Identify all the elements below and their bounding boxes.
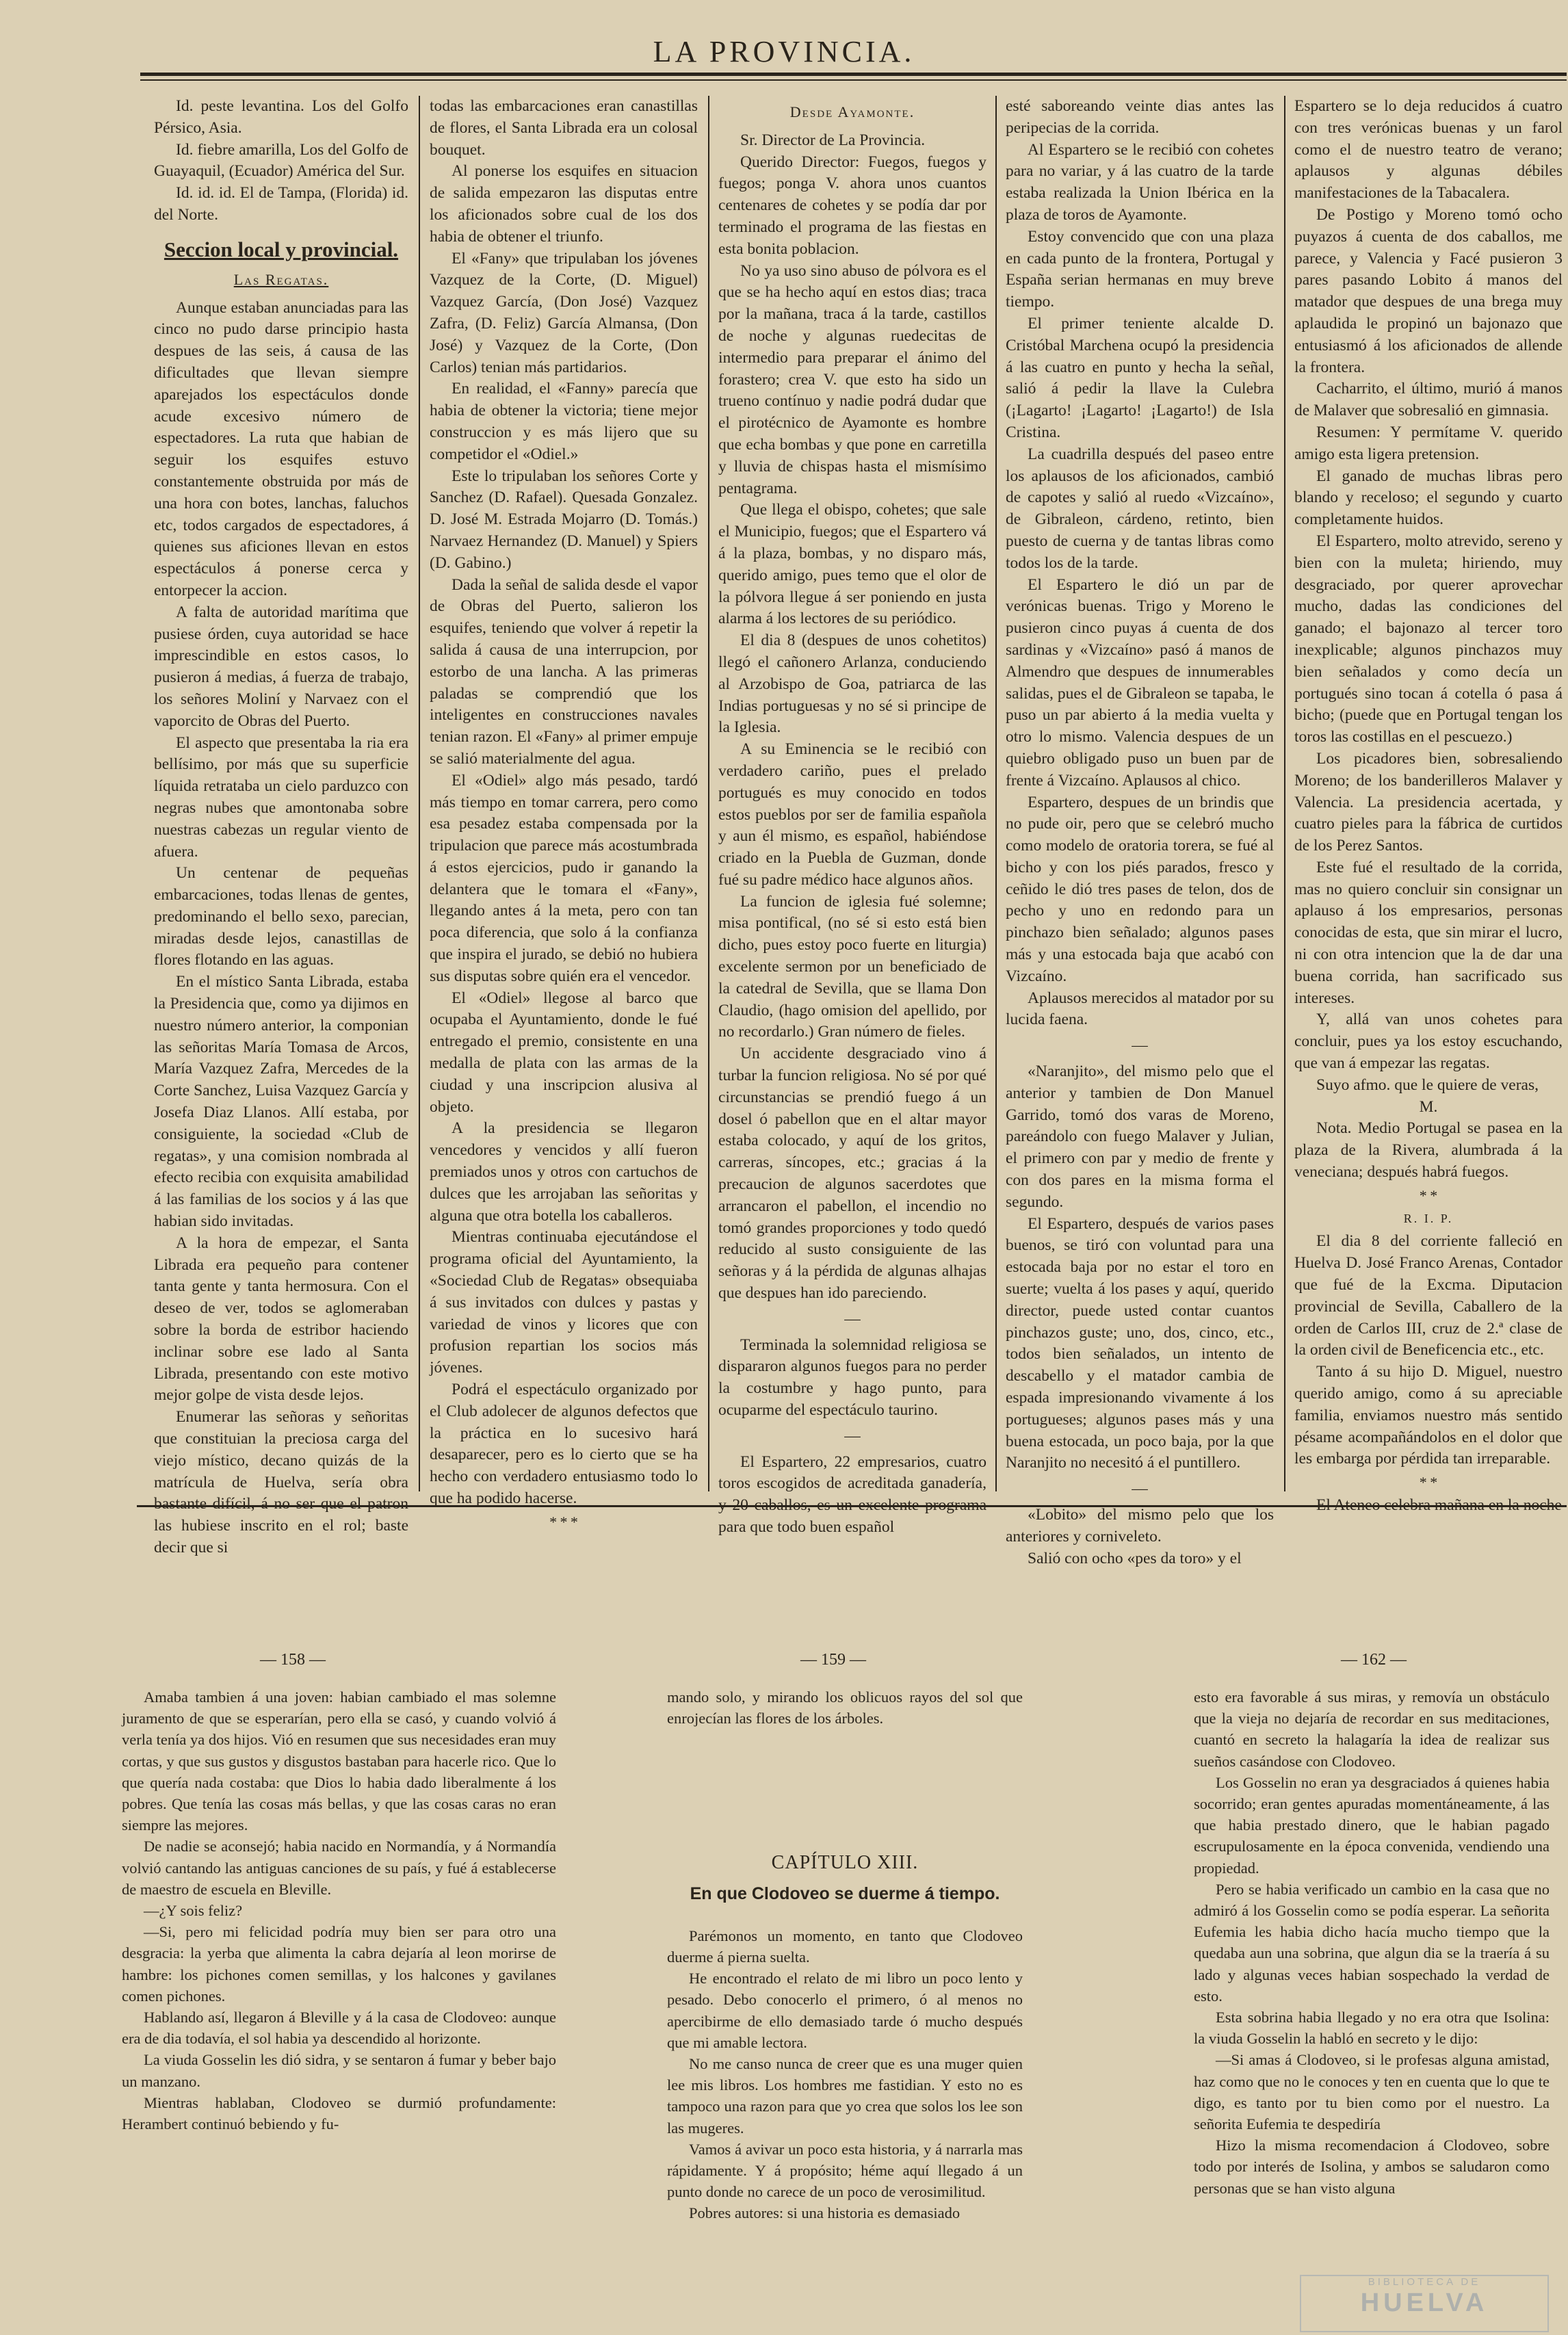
stamp-main-text: HUELVA	[1360, 2288, 1489, 2317]
letter-title: Desde Ayamonte.	[789, 103, 915, 120]
column-5	[1294, 96, 1563, 1514]
paragraph: «Lobito» del mismo pelo que los anteriores y corniveleto.	[1006, 1506, 1274, 1545]
paragraph: En el místico Santa Librada, estaba la Presidencia que, como ya dijimos en nuestro número anterior, la componian las señoritas María Tomasa de Arcos, María Vazquez Zafra, Mercedes de la Corte Sanchez, Luisa Vazquez García y Josefa Diaz Llanos. Allí estaba, por consiguiente, la sociedad «Club de regatas», y una comision nombrada al efecto recibia con exquisita amabilidad á las familias de los socios y á las que habian sido invitadas.	[154, 973, 408, 1231]
paragraph: A la hora de empezar, el Santa Librada era pequeño para contener tanta gente y tanta hermosura. Con el deseo de ver, todos se aglomeraban sobre la borda de estribor haciendo inclinar sobre ese lado al Santa Librada, presentando con este motivo mejor golpe de vista desde lejos.	[154, 1234, 408, 1405]
paragraph: A su Eminencia se le recibió con verdadero cariño, pues el prelado portugués es muy conocido en todos estos pueblos por ser de familia española y aun él mismo, es español, habiéndose criado en la Puebla de Guzman, donde fué su padre médico hace algunos años.	[718, 740, 986, 889]
obituary: Tanto á su hijo D. Miguel, nuestro querido amigo, como á su apreciable familia, enviamos nuestro más sentido pésame acompañándolos en el dolor que les embarga por pérdida tan irreparable.	[1294, 1363, 1563, 1468]
paragraph: Al Espartero se le recibió con cohetes para no variar, y á las cuatro de la tarde estaba realizada la Union Ibérica en la plaza de toros de Ayamonte.	[1006, 140, 1274, 224]
folletin-middle	[667, 1686, 1023, 2302]
note: Nota. Medio Portugal se pasea en la plaza de la Rivera, alumbrada á la veneciana; después habrá fuegos.	[1294, 1119, 1563, 1182]
paragraph: Estoy convencido que con una plaza en cada punto de la frontera, Portugal y España serian hermanas en muy breve tiempo.	[1006, 227, 1274, 311]
column-rule	[419, 96, 420, 1491]
column-1	[154, 96, 408, 1556]
paragraph: He encontrado el relato de mi libro un poco lento y pesado. Debo conocerlo el primero, ó al menos no apercibirme de ello demasiado tarde ó mucho después que mi amable lectora.	[667, 1970, 1023, 2051]
column-2	[430, 96, 698, 1530]
paragraph: Cacharrito, el último, murió á manos de Malaver que sobresalió en gimnasia.	[1294, 380, 1563, 420]
paragraph: Enumerar las señoras y señoritas que constituian la preciosa carga del viejo místico, decano quizás de la matrícula de Huelva, sería obra bastante difícil, á no ser que el patron las hubiese inscrito en el rol; baste decir que si	[154, 1408, 408, 1556]
paragraph: De nadie se aconsejó; habia nacido en Normandía, y á Normandía volvió cantando las antiguas canciones de su país, y fué á establecerse de maestro de escuela en Bleville.	[122, 1838, 556, 1898]
paragraph: Suyo afmo. que le quiere de veras,	[1316, 1075, 1539, 1094]
paragraph: El aspecto que presentaba la ria era bellísimo, por más que su superficie líquida retrataba un cielo parduzco con negras nubes que amontonaba sobre nuestras cabezas un regular viento de afuera.	[154, 733, 408, 861]
paragraph: La viuda Gosselin les dió sidra, y se sentaron á fumar y beber bajo un manzano.	[122, 2051, 556, 2090]
paragraph: —Si amas á Clodoveo, si le profesas alguna amistad, haz como que no le conoces y ten en cuenta que lo que te digo, es tanto por tu bien como por el nuestro. La señorita Eufemia te despediría	[1194, 2051, 1550, 2133]
paragraph: esto era favorable á sus miras, y removía un obstáculo que la vieja no dejaría de recordar en sus meditaciones, cuantó en secreto la halagaría la idea de realizar sus sueños casándose con Clodoveo.	[1194, 1688, 1550, 1770]
paragraph: No ya uso sino abuso de pólvora es el que se ha hecho aquí en estos dias; traca por la mañana, traca á la tarde, castillos de noche y algunas ruedecitas de intermedio para preparar el ánimo del forastero; crea V. que esto ha sido un trueno contínuo y nadie podrá dudar que el pirotécnico de Ayamonte es hombre que echa bombas y que pone en carretilla y lluvia de chispas hasta el mismísimo pentagrama.	[718, 261, 986, 497]
paragraph: Los picadores bien, sobresaliendo Moreno; de los banderilleros Malaver y Valencia. La presidencia acertada, y cuatro pieles para la fábrica de curtidos de los Perez Santos.	[1294, 749, 1563, 855]
paragraph: En realidad, el «Fanny» parecía que habia de obtener la victoria; tiene mejor construccion y es más lijero que su competidor el «Odiel.»	[430, 380, 698, 463]
paragraph: —¿Y sois feliz?	[144, 1902, 243, 1920]
paragraph: Parémonos un momento, en tanto que Clodoveo duerme á pierna suelta.	[667, 1927, 1023, 1966]
article-title: Las Regatas.	[233, 270, 329, 288]
paragraph: Vamos á avivar un poco esta historia, y á narrarla mas rápidamente. Y á propósito; héme aquí llegado á un punto donde no carece de un poco de verosimilitud.	[667, 2140, 1023, 2201]
masthead-title: LA PROVINCIA.	[653, 35, 915, 68]
paragraph: No me canso nunca de creer que es una muger quien lee mis libros. Los hombres me fastidian. Y esto no es tampoco una razon para que yo crea que solos los lee son las mugeres.	[667, 2055, 1023, 2137]
intro-line: Id. peste levantina. Los del Golfo Pérsico, Asia.	[154, 97, 408, 137]
paragraph: Amaba tambien á una joven: habian cambiado el mas solemne juramento de que se esperarían, pero ella se casó, y cuando volvió á verla tenía ya dos hijos. Vió en resumen que sus necesidades eran muy cortas, y que sus gustos y disgustos bastaban para hacerle rico. Que lo que quería nada costaba: que Dios lo habia dado liberalmente á los pobres. Que tenía las cosas más bellas, y que las cosas caras no eran siempre las mejores.	[122, 1688, 556, 1834]
column-rule	[1284, 96, 1285, 1491]
paragraph: El ganado de muchas libras pero blando y receloso; el segundo y cuarto completamente huidos.	[1294, 467, 1563, 529]
paragraph: El «Fany» que tripulaban los jóvenes Vazquez de la Corte, (D. Miguel) Vazquez García, (Don José) Vazquez Zafra, (D. Feliz) García Almansa, (Don José) y Vazquez de la Corte, (Don Carlos) tenian más partidarios.	[430, 249, 698, 376]
obituary: El dia 8 del corriente falleció en Huelva D. José Franco Arenas, Contador que fué de la Excma. Diputacion provincial de Sevilla, Caballero de la orden de Carlos III, cruz de 2.ª clase de la orden civil de Beneficencia etc., etc.	[1294, 1232, 1563, 1359]
column-rule	[995, 96, 997, 1491]
intro-line: Id. id. id. El de Tampa, (Florida) id. del Norte.	[154, 184, 408, 224]
paragraph: Dada la señal de salida desde el vapor de Obras del Puerto, salieron los esquifes, teniendo que volver á repetir la salida á causa de una interrupcion, por estorbo de una lancha. A las primeras paladas se comprendió que los inteligentes en construcciones navales tenian razon. El «Fany» al primer empuje se salió materialmente del agua.	[430, 575, 698, 768]
paragraph: Este lo tripulaban los señores Corte y Sanchez (D. Rafael). Quesada Gonzalez. D. José M. Estrada Mojarro (D. Tomás.) Narvaez Hernandez (D. Manuel) y Spiers (D. Gabino.)	[430, 467, 698, 572]
library-watermark-stamp	[1300, 2275, 1549, 2332]
intro-line: Id. fiebre amarilla, Los del Golfo de Guayaquil, (Ecuador) América del Sur.	[154, 140, 408, 181]
masthead-rule-thick	[140, 73, 1567, 76]
paragraph: Pero se habia verificado un cambio en la casa que no admiró á los Gosselin como se podía esperar. La señorita Eufemia les habia dicho hacía mucho tiempo que la quedaba aun una sobrina, que algun dia se la traería á su lado y algunas veces habian sospechado la verdad de esto.	[1194, 1880, 1550, 2005]
paragraph: Terminada la solemnidad religiosa se dispararon algunos fuegos para no perder la costumbre y hago punto, para ocuparme del espectáculo taurino.	[718, 1335, 986, 1420]
paragraph: El primer teniente alcalde D. Cristóbal Marchena ocupó la presidencia á las cuatro en punto y hecha la señal, salió á pedir la llave la Culebra (¡Lagarto! ¡Lagarto! ¡Lagarto!) de Isla Cristina.	[1006, 314, 1274, 441]
paragraph: La cuadrilla después del paseo entre los aplausos de los aficionados, cambió de capotes y salió al ruedo «Vizcaíno», de Gibraleon, cárdeno, retinto, bien puesto de cuerna y de tantas libras como todos los de la tarde.	[1006, 445, 1274, 572]
paragraph: Salió con ocho «pes da toro» y el	[1028, 1549, 1242, 1567]
rip-label: R. I. P.	[1403, 1211, 1454, 1225]
paragraph: Este fué el resultado de la corrida, mas no quiero concluir sin consignar un aplauso á los empresarios, personas conocidas de esta, que sin mirar el lucro, ni con otra intencion que la de dar una buena corrida, han sacrificado sus intereses.	[1294, 858, 1563, 1007]
paragraph: El «Odiel» llegose al barco que ocupaba el Ayuntamiento, donde le fué entregado el premio, consistente en una medalla de plata con las armas de la ciudad y una inscripcion alusiva al objeto.	[430, 989, 698, 1116]
column-3	[718, 96, 986, 1536]
separator-stars: * *	[1419, 1474, 1438, 1491]
paragraph: Hablando así, llegaron á Bleville y á la casa de Clodoveo: aunque era de dia todavía, el sol habia ya descendido al horizonte.	[122, 2009, 556, 2048]
masthead-rule-thin	[140, 79, 1567, 81]
paragraph: Aplausos merecidos al matador por su lucida faena.	[1006, 989, 1274, 1029]
paragraph: El Espartero le dió un par de verónicas buenas. Trigo y Moreno le pusieron cinco puyas á cuenta de dos sardinas y «Vizcaíno» pasó á manos de Almendro que despues de innumerables salidas, pues el de Gibraleon se tapaba, le puso un par abierto á la media vuelta y otro lo mismo. Valencia despues de un quiebro obligado puso un buen par de frente á Vizcaíno. Aplausos al chico.	[1006, 575, 1274, 790]
separator-dash: —	[1132, 1480, 1148, 1498]
separator-dash: —	[844, 1426, 861, 1445]
paragraph: Al ponerse los esquifes en situacion de salida empezaron las disputas entre los aficionados sobre cual de los dos habia de obtener el triunfo.	[430, 162, 698, 246]
paragraph: El Espartero, 22 empresarios, cuatro toros escogidos de acreditada ganadería, y 20 caballos, es un excelente programa para que todo buen español	[718, 1452, 986, 1536]
page-number-right: — 162 —	[1341, 1651, 1407, 1669]
section-title: Seccion local y provincial.	[164, 237, 399, 261]
paragraph: A falta de autoridad marítima que pusiese órden, cuya autoridad se hace imprescindible en estos casos, lo pusieron á medias, á fuerza de trabajo, los señores Moliní y Narvaez con el vaporcito de Obras del Puerto.	[154, 603, 408, 730]
page-number-left: — 158 —	[260, 1651, 326, 1669]
folletin-left	[122, 1686, 556, 2302]
stamp-top-text: BIBLIOTECA DE	[1368, 2276, 1481, 2288]
paragraph: El Espartero, molto atrevido, sereno y bien con la muleta; hiriendo, muy desgraciado, por querer aprovechar mucho, dadas las condiciones del ganado; el bajonazo al tercer toro inexplicable; algunos pinchazos muy bien señalados y como decía un portugués sino tocan á cotella ó pasa á bicho; (puede que en Portugal tengan los toros las costillas en el pescuezo.)	[1294, 532, 1563, 746]
paragraph: Sr. Director de La Provincia.	[740, 131, 926, 149]
separator-dash: —	[1132, 1036, 1148, 1055]
paragraph: «Naranjito», del mismo pelo que el anterior y tambien de Don Manuel Garrido, tomó dos varas de Moreno, pareándolo con fuego Malaver y Julian, el primero con par y medio de frente y con dos pares en la misma forma el segundo.	[1006, 1062, 1274, 1211]
page-number-mid: — 159 —	[800, 1651, 866, 1669]
paragraph: —Si, pero mi felicidad podría muy bien ser para otro una desgracia: la yerba que alimenta la cabra dejaría al leon morirse de hambre: los pichones comen semillas, y los halcones y gavilanes comen pichones.	[122, 1923, 556, 2005]
paragraph: A la presidencia se llegaron vencedores y vencidos y allí fueron premiados unos y otros con cartuchos de dulces que les arrojaban las señoritas y alguna que otra botella los caballeros.	[430, 1119, 698, 1225]
paragraph: todas las embarcaciones eran canastillas de flores, el Santa Librada era un colosal bouquet.	[430, 97, 698, 159]
chapter-subtitle: En que Clodoveo se duerme á tiempo.	[690, 1883, 1000, 1903]
paragraph: Un accidente desgraciado vino á turbar la funcion religiosa. No sé por qué circunstancias se prendió fuego á un dosel ó pabellon que en el altar mayor estaba colocado, y aquí de los gritos, carreras, síncopes, etc.; gracias á la precaucion de algunos sacerdotes que arrancaron el pabellon, el incendio no tomó grandes proporciones y todo quedó reducido al susto consiguiente de las señoras y á la pérdida de algunas alhajas que despues han ido pareciendo.	[718, 1045, 986, 1303]
paragraph: mando solo, y mirando los oblicuos rayos del sol que enrojecían las flores de los árboles.	[667, 1688, 1023, 1727]
paragraph: Espartero, despues de un brindis que no pude oir, pero que se celebró mucho como modelo de oratoria torera, se fué al bicho y con los piés parados, fresco y ceñido le dió tres pases de telon, dos de pecho y uno en redondo para un pinchazo bien señalado; algunos pases más y una estocada baja que acabó con Vizcaíno.	[1006, 793, 1274, 985]
paragraph: Querido Director: Fuegos, fuegos y fuegos; ponga V. ahora unos cuantos centenares de cohetes y se podía dar por terminado el programa de las fiestas en esta bonita poblacion.	[718, 153, 986, 258]
paragraph: Que llega el obispo, cohetes; que sale el Municipio, fuegos; que el Espartero vá á la plaza, bombas, y no disparo más, querido amigo, pues temo que el olor de la pólvora llegue á ser poniendo en justa alarma á los lectores de su periódico.	[718, 501, 986, 628]
paragraph: El Espartero, después de varios pases buenos, se tiró con voluntad para una estocada baja por no estar el toro en suerte; vuelta á los pases y aquí, querido director, puede usted contar cuantos pinchazos guste; uno, dos, cinco, etc., todos bien señalados, un intento de descabello y el matador cambia de espada impresionando vivamente á los portugueses; algunos pases más y una buena estocada, un poco baja, por la que Naranjito no necesitó á el puntillero.	[1006, 1214, 1274, 1472]
separator-stars: * *	[1419, 1186, 1438, 1204]
signature: M.	[1419, 1097, 1438, 1116]
column-4	[1006, 96, 1274, 1567]
paragraph: Esta sobrina habia llegado y no era otra que Isolina: la viuda Gosselin la habló en secreto y le dijo:	[1194, 2009, 1550, 2048]
paragraph: De Postigo y Moreno tomó ocho puyazos á cuenta de dos caballos, me parece, y Valencia y Facé pusieron 3 pares pasando Lobito á manos del matador que despues de una brega muy aplaudida le propinó un bajonazo que entusiasmó á los aficionados de allende la frontera.	[1294, 205, 1563, 376]
paragraph: Aunque estaban anunciadas para las cinco no pudo darse principio hasta despues de las seis, á causa de las dificultades que llevan siempre aparejados los espectáculos donde acude excesivo número de espectadores. La ruta que habian de seguir los esquifes estuvo constantemente obstruida por más de una hora con botes, lanchas, faluchos etc, todos cargados de espectadores, á quienes sus aficiones llevan en estos espectáculos á ponerse cerca y entorpecer la accion.	[154, 298, 408, 599]
separator-stars: * * *	[549, 1513, 578, 1530]
paragraph: Mientras hablaban, Clodoveo se durmió profundamente: Herambert continuó bebiendo y fu-	[122, 2093, 556, 2133]
folletin-right	[1194, 1686, 1550, 2302]
paragraph: Pobres autores: si una historia es demasiado	[689, 2204, 961, 2222]
paragraph: Los Gosselin no eran ya desgraciados á quienes habia socorrido; eran gentes apuradas momentáneamente, á las que habia prestado dinero, que le habian pagado escrupulosamente en la época convenida, vendiendo una propiedad.	[1194, 1773, 1550, 1877]
paragraph: El dia 8 (despues de unos cohetitos) llegó el cañonero Arlanza, conduciendo al Arzobispo de Goa, patriarca de las Indias portuguesas y no sé si principe de la Iglesia.	[718, 631, 986, 737]
paragraph: El Ateneo celebra mañana en la noche	[1316, 1496, 1562, 1514]
paragraph: La funcion de iglesia fué solemne; misa pontifical, (no sé si esto está bien dicho, pues estoy poco fuerte en liturgia) excelente sermon por un beneficiado de la catedral de Sevilla, que se llama Don Claudio, (hago omision del apellido, por no recordarlo.) Gran número de fieles.	[718, 892, 986, 1041]
paragraph: Mientras continuaba ejecutándose el programa oficial del Ayuntamiento, la «Sociedad Club de Regatas» obsequiaba á sus invitados con dulces y pastas y variedad de vinos y licores que con profusion repartian los socios más jóvenes.	[430, 1228, 698, 1377]
paragraph: El «Odiel» algo más pesado, tardó más tiempo en tomar carrera, pero como esa pesadez estaba compensada por la tripulacion que parece más acostumbrada á estos ejercicios, pudo ir ganando la delantera que le tomara el «Fany», llegando antes á la meta, pero con tan poca diferencia, que solo á la confianza que inspira el jurado, se debió no hubiera sus disputas sobre quién era el vencedor.	[430, 771, 698, 985]
paragraph: Y, allá van unos cohetes para concluir, pues ya los estoy escuchando, que van á empezar las regatas.	[1294, 1010, 1563, 1073]
paragraph: esté saboreando veinte dias antes las peripecias de la corrida.	[1006, 97, 1274, 137]
paragraph: Hizo la misma recomendacion á Clodoveo, sobre todo por interés de Isolina, y ambos se saludaron como personas que se han visto alguna	[1194, 2137, 1550, 2197]
chapter-title: CAPÍTULO XIII.	[771, 1852, 919, 1874]
paragraph: Un centenar de pequeñas embarcaciones, todas llenas de gentes, predominando el bello sexo, parecian, miradas desde lejos, canastillas de flores flotando en las aguas.	[154, 864, 408, 969]
column-rule	[708, 96, 709, 1491]
separator-dash: —	[844, 1309, 861, 1328]
paragraph: Podrá el espectáculo organizado por el Club adolecer de algunos defectos que la práctica en lo sucesivo hará desaparecer, pero es lo cierto que se ha hecho con verdadero entusiasmo todo lo que ha podido hacerse.	[430, 1381, 698, 1507]
paragraph: Resumen: Y permítame V. querido amigo esta ligera pretension.	[1294, 423, 1563, 463]
paragraph: Espartero se lo deja reducidos á cuatro con tres verónicas buenas y un farol como el de nuestro teatro de verano; aplausos y algunas débiles manifestaciones de la Tabacalera.	[1294, 97, 1563, 203]
